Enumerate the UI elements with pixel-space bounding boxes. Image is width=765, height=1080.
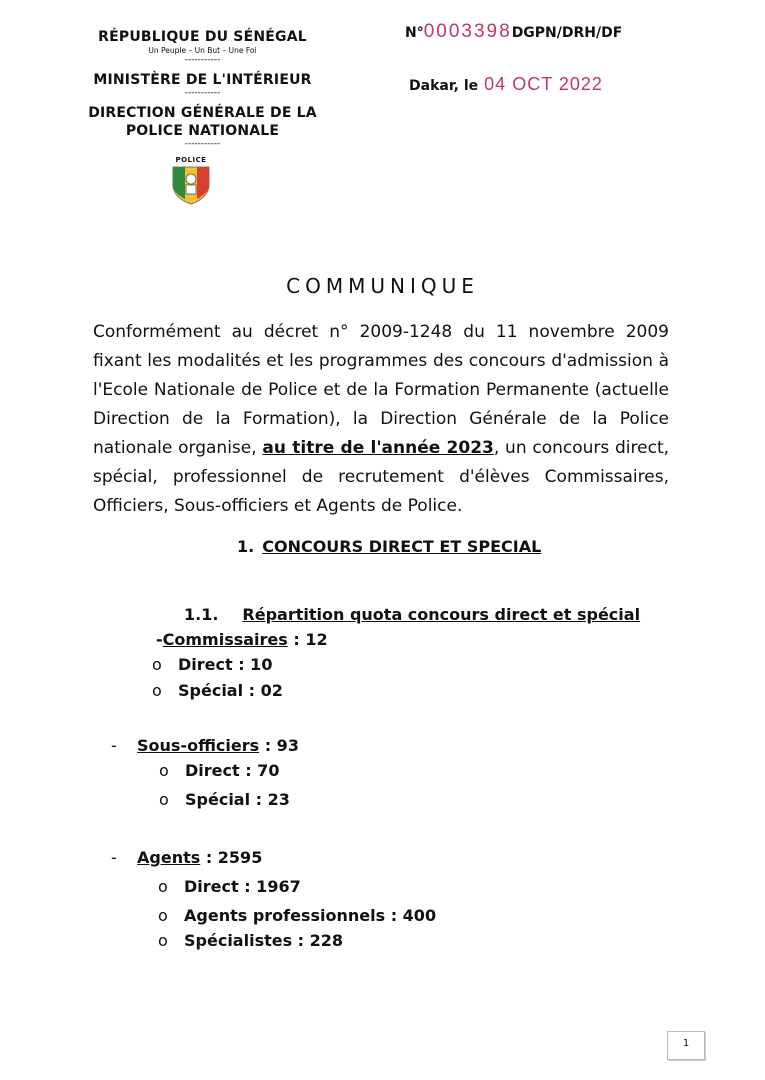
agents-label: Agents bbox=[137, 848, 201, 867]
shield-icon bbox=[167, 165, 215, 205]
list-item-text: Spécial : 23 bbox=[185, 790, 290, 809]
commissaires-label: Commissaires bbox=[162, 630, 288, 649]
list-item bbox=[158, 931, 343, 950]
list-item-text: Direct : 70 bbox=[185, 761, 280, 780]
intro-text-after: , un concours direct, spécial, professionnel de recrutement d'élèves Commissaires, Officiers, Sous-officiers et Agents de Police. bbox=[93, 438, 670, 516]
direction-line-1: DIRECTION GÉNÉRALE DE LA bbox=[88, 105, 317, 121]
list-item-text: Spécial : 02 bbox=[178, 681, 283, 700]
commissaires-line bbox=[156, 630, 328, 649]
document-title: COMMUNIQUE bbox=[286, 274, 479, 298]
section-number: 1. bbox=[237, 537, 255, 556]
dateline bbox=[409, 74, 603, 95]
sous-officiers-value: : 93 bbox=[259, 736, 299, 755]
intro-paragraph bbox=[93, 318, 669, 521]
intro-text-before: Conformément au décret n° 2009-1248 du 11 novembre 2009 fixant les modalités et les programmes des concours d'admission à l'Ecole Nationale de Police et de la Formation Permanente (actuelle Direction de la Formation), la Direction Générale de la Police nationale organise, bbox=[93, 322, 669, 458]
list-item-text: Direct : 10 bbox=[178, 655, 273, 674]
subsection-title: Répartition quota concours direct et spécial bbox=[242, 605, 641, 624]
intro-emphasis: au titre de l'année 2023 bbox=[262, 438, 494, 458]
list-item bbox=[159, 761, 279, 780]
list-dash: - bbox=[156, 630, 163, 649]
list-item bbox=[152, 655, 272, 674]
dateline-label: Dakar, le bbox=[409, 78, 479, 94]
national-motto: Un Peuple – Un But – Une Foi bbox=[148, 46, 257, 55]
list-item-text: Direct : 1967 bbox=[184, 877, 301, 896]
separator: ----------- bbox=[184, 55, 221, 65]
bullet: o bbox=[159, 761, 169, 780]
subsection-number: 1.1. bbox=[184, 605, 219, 624]
list-dash: - bbox=[111, 736, 117, 755]
section-1-heading bbox=[237, 537, 541, 556]
subsection-1-1-heading bbox=[184, 605, 640, 624]
list-item-text: Spécialistes : 228 bbox=[184, 931, 344, 950]
ministry-name: MINISTÈRE DE L'INTÉRIEUR bbox=[93, 72, 312, 88]
sous-officiers-label: Sous-officiers bbox=[137, 736, 260, 755]
bullet: o bbox=[158, 877, 168, 896]
list-item bbox=[159, 790, 290, 809]
bullet: o bbox=[159, 790, 169, 809]
list-item bbox=[152, 681, 283, 700]
bullet: o bbox=[158, 906, 168, 925]
section-title: CONCOURS DIRECT ET SPECIAL bbox=[262, 537, 542, 556]
date-stamp: 04 OCT 2022 bbox=[484, 74, 603, 94]
agents-line bbox=[111, 848, 262, 867]
country-name: RÉPUBLIQUE DU SÉNÉGAL bbox=[98, 29, 307, 45]
separator: ----------- bbox=[184, 88, 221, 98]
ref-stamp-number: 0003398 bbox=[423, 21, 512, 42]
bullet: o bbox=[152, 681, 162, 700]
police-emblem bbox=[167, 156, 215, 206]
ref-suffix: DGPN/DRH/DF bbox=[511, 25, 623, 41]
direction-line-2: POLICE NATIONALE bbox=[125, 123, 280, 139]
separator: ----------- bbox=[184, 139, 221, 149]
commissaires-value: : 12 bbox=[287, 630, 328, 649]
emblem-label: POLICE bbox=[175, 156, 207, 164]
sous-officiers-line bbox=[111, 736, 299, 755]
list-item bbox=[158, 877, 301, 896]
bullet: o bbox=[158, 931, 168, 950]
reference-number bbox=[405, 21, 622, 43]
list-dash: - bbox=[111, 848, 117, 867]
ref-prefix: N° bbox=[405, 25, 424, 41]
bullet: o bbox=[152, 655, 162, 674]
page-number: 1 bbox=[667, 1031, 705, 1060]
list-item bbox=[158, 906, 436, 925]
letterhead bbox=[80, 28, 325, 149]
list-item-text: Agents professionnels : 400 bbox=[184, 906, 437, 925]
agents-value: : 2595 bbox=[200, 848, 263, 867]
